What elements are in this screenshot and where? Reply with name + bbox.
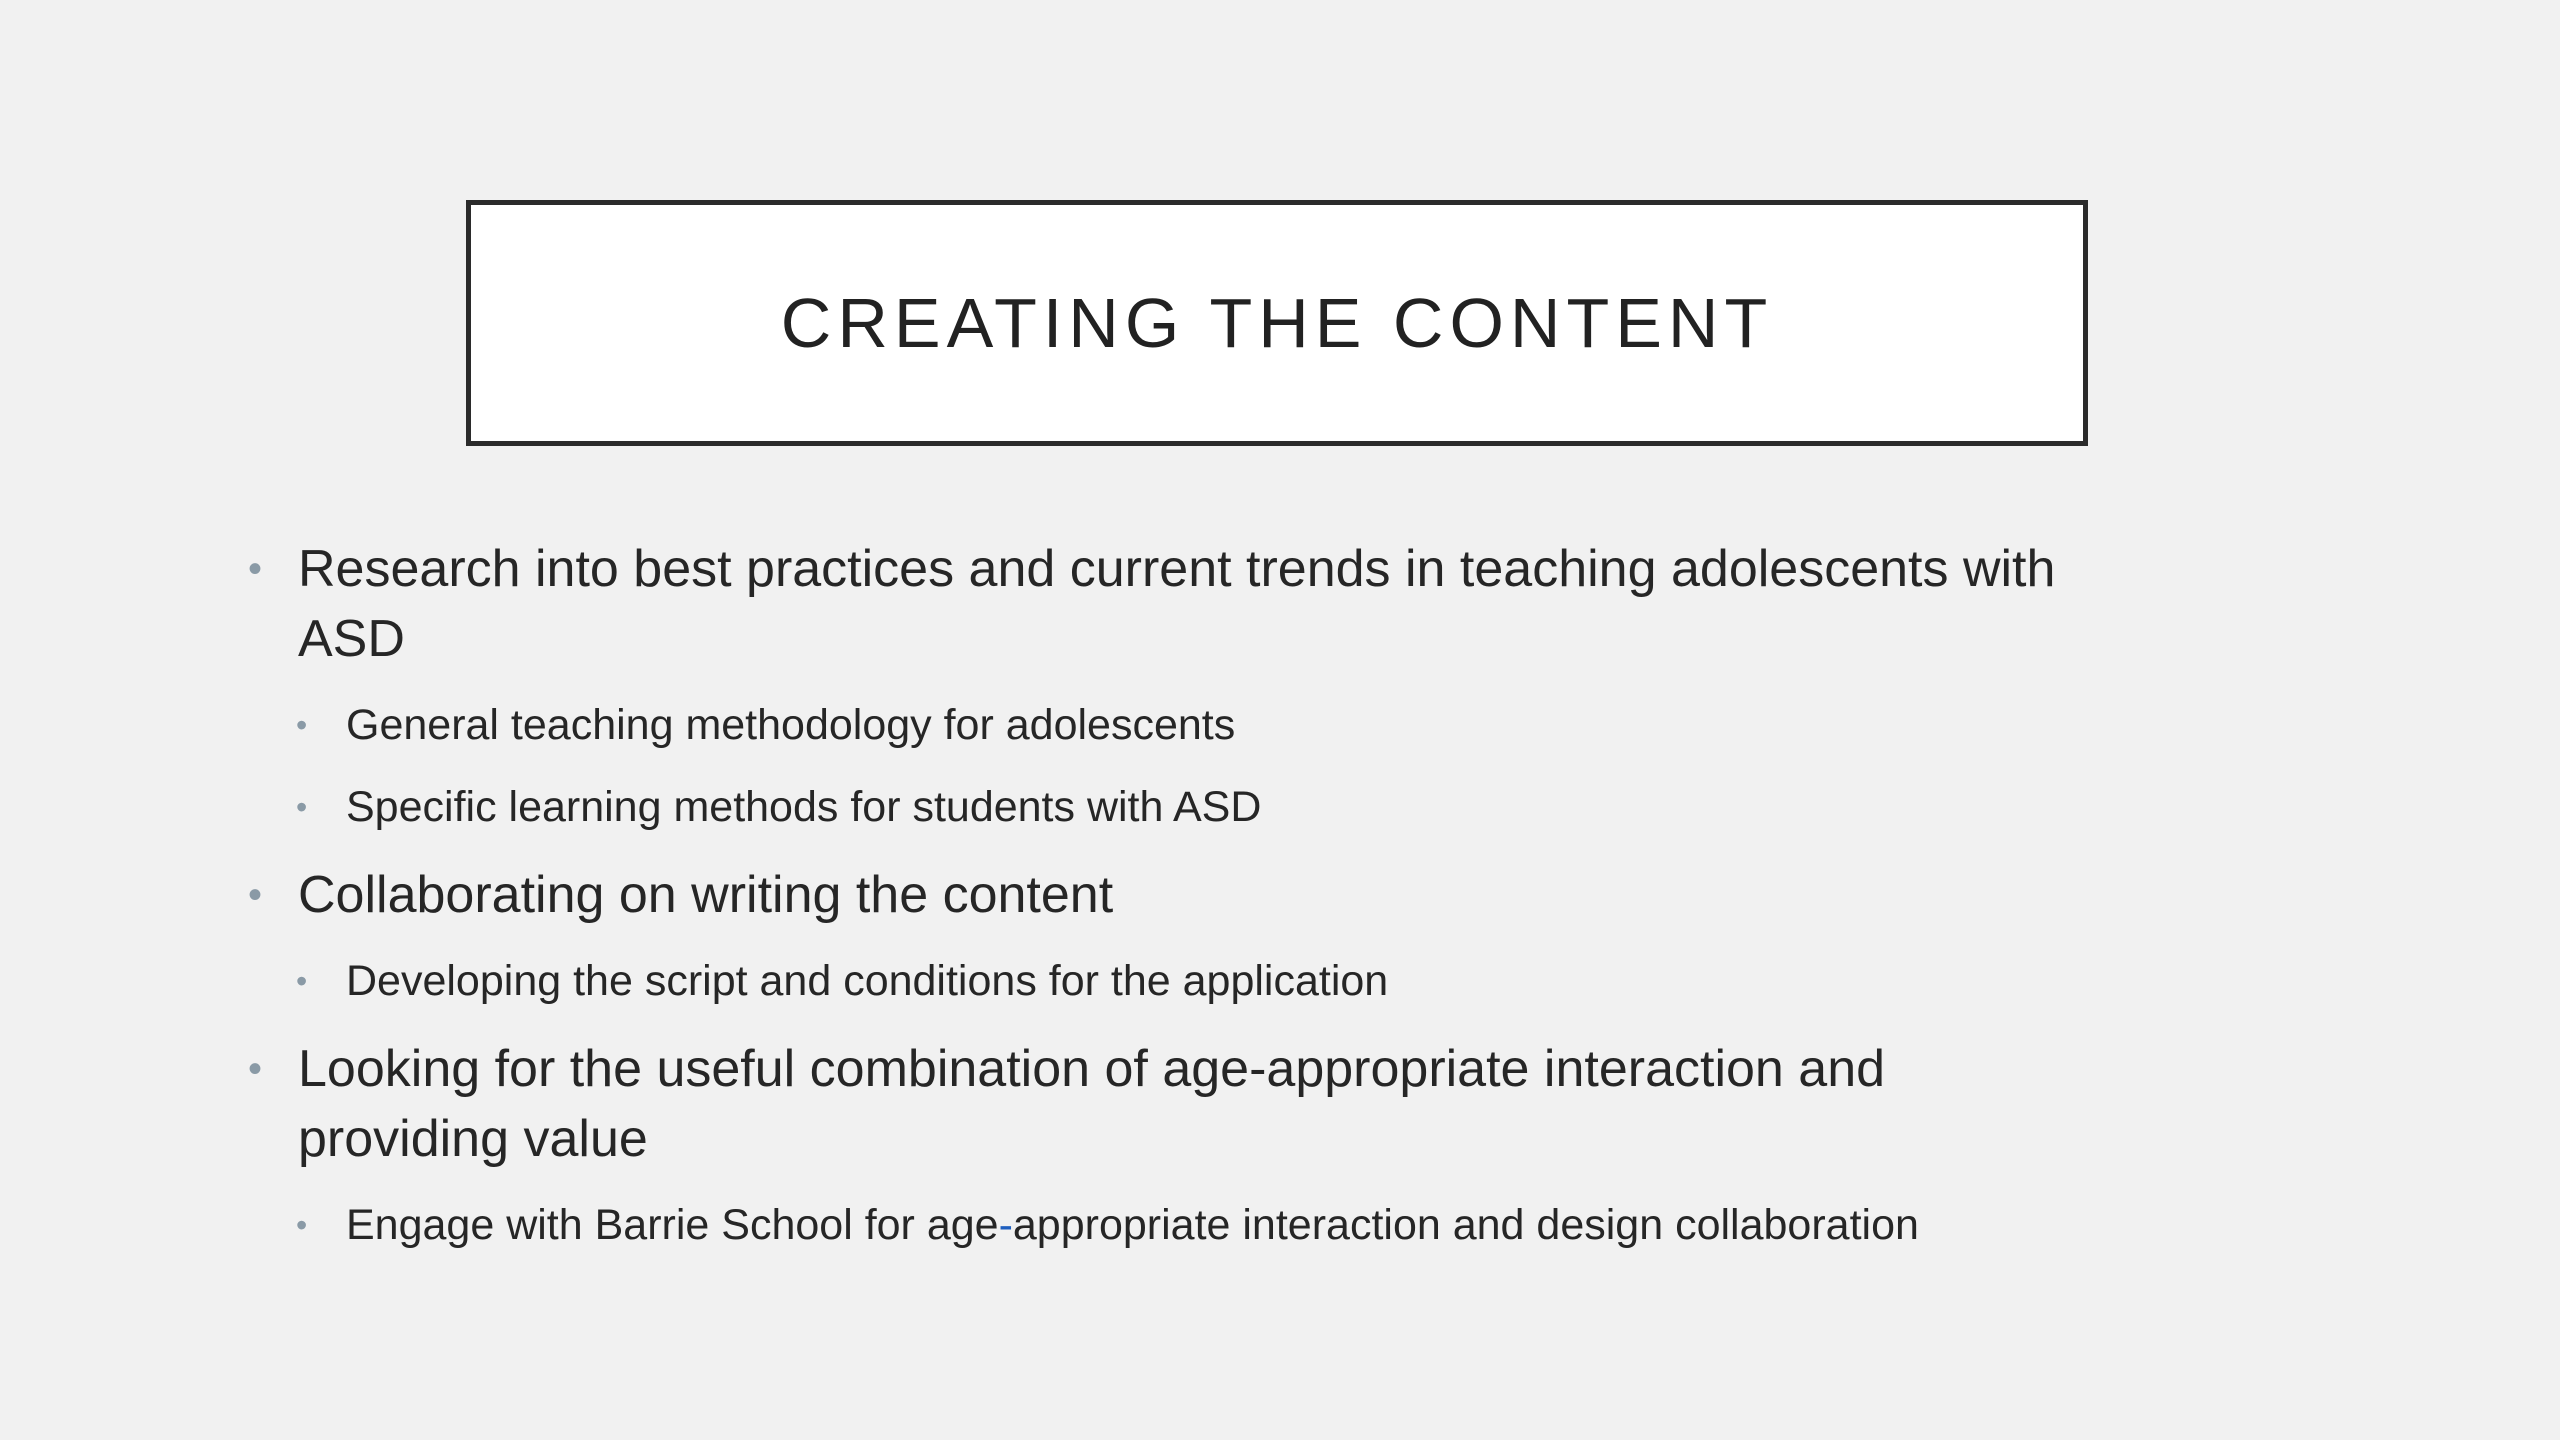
bullet-dot-icon: • (296, 963, 308, 999)
subbullet-developing-script (296, 952, 2068, 1010)
subbullet-text: Developing the script and conditions for the application (346, 957, 1389, 1005)
content-list (248, 534, 2068, 1278)
bullet-text: Research into best practices and current trends in teaching adolescents with ASD (298, 540, 2056, 668)
bullet-research (248, 534, 2068, 674)
bullet-dot-icon: • (248, 1047, 263, 1091)
bullet-text: Collaborating on writing the content (298, 866, 1114, 924)
bullet-dot-icon: • (248, 547, 263, 591)
subbullet-text: Specific learning methods for students with ASD (346, 783, 1262, 831)
subbullet-general-methodology (296, 696, 2068, 754)
subbullet-text-after: appropriate interaction and design collaboration (1012, 1201, 1919, 1249)
subbullet-text-before: Engage with Barrie School for age (346, 1201, 999, 1249)
slide-title: CREATING THE CONTENT (780, 284, 1774, 362)
bullet-text: Looking for the useful combination of age-appropriate interaction and providing value (298, 1040, 1886, 1168)
bullet-dot-icon: • (296, 789, 308, 825)
bullet-looking (248, 1034, 2068, 1174)
title-box (466, 200, 2088, 446)
bullet-dot-icon: • (296, 707, 308, 743)
subbullet-text: General teaching methodology for adolescents (346, 701, 1236, 749)
bullet-dot-icon: • (296, 1207, 308, 1243)
subbullet-accent-hyphen: - (998, 1201, 1013, 1249)
subbullet-specific-methods (296, 778, 2068, 836)
subbullet-engage-barrie (296, 1196, 2068, 1254)
bullet-dot-icon: • (248, 873, 263, 917)
bullet-collaborating (248, 860, 2068, 930)
